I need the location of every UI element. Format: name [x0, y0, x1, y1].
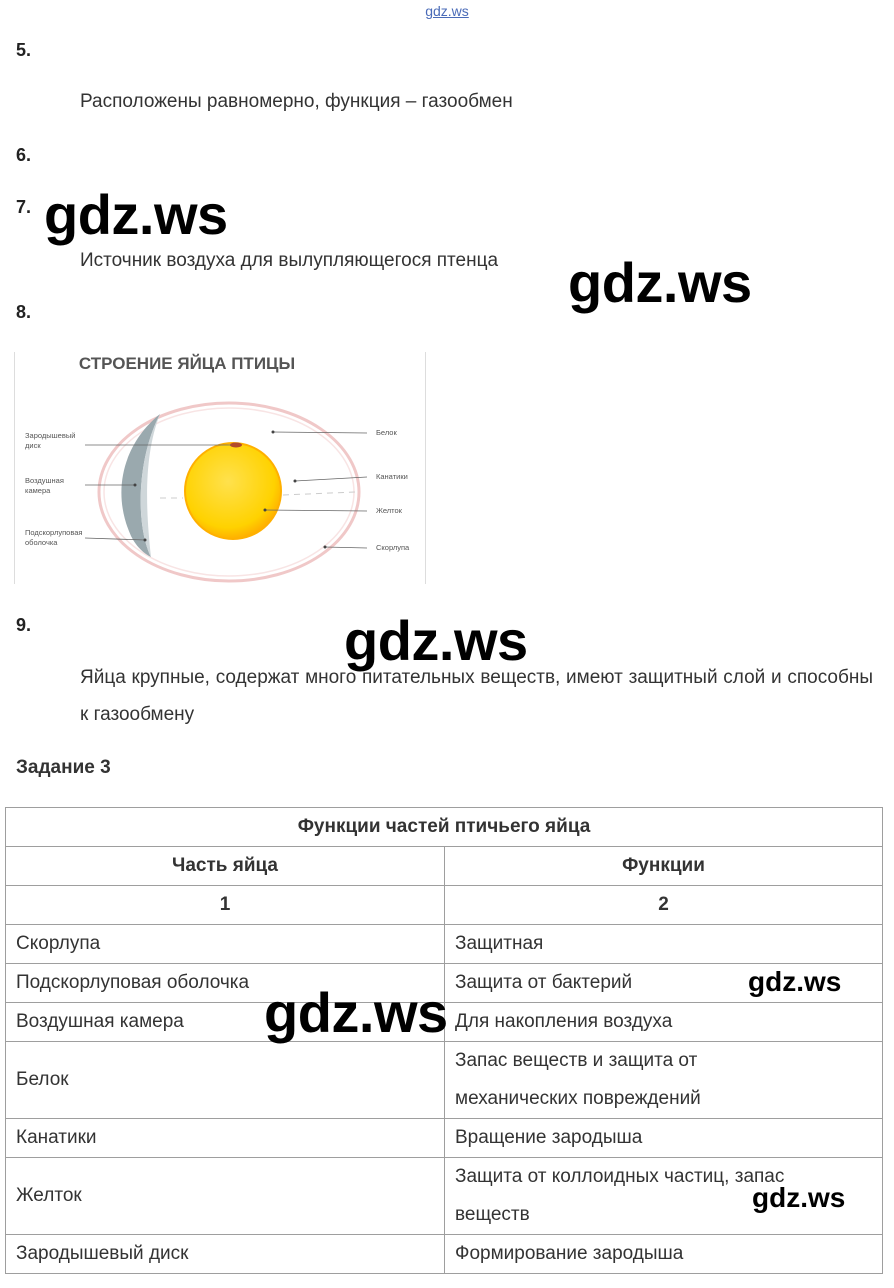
egg-structure-figure — [14, 352, 426, 584]
table-row — [6, 1235, 883, 1274]
egg-diagram — [15, 352, 425, 584]
label-air-chamber-2: камера — [25, 486, 51, 495]
watermark: gdz.ws — [264, 981, 448, 1044]
answer-text-9: Яйца крупные, содержат много питательных веществ, имеют защитный слой и способны к газообмену — [80, 667, 873, 725]
answer-number-9: 9. — [16, 615, 32, 635]
watermark: gdz.ws — [344, 609, 528, 672]
row-part: Подскорлуповая оболочка — [6, 964, 445, 1003]
row-part: Желток — [6, 1158, 445, 1235]
site-link[interactable]: gdz.ws — [425, 3, 469, 19]
answer-number-5: 5. — [16, 40, 32, 60]
row-function-line: Запас веществ и защита от — [455, 1050, 698, 1071]
germinal-disc — [230, 443, 242, 448]
label-shell: Скорлупа — [376, 543, 410, 552]
row-part: Воздушная камера — [6, 1003, 445, 1042]
label-germinal-disc-1: Зародышевый — [25, 431, 76, 440]
label-germinal-disc-2: диск — [25, 441, 41, 450]
task-title: Задание 3 — [16, 757, 111, 778]
row-function: Защита от бактерий — [445, 964, 883, 1003]
answer-number-6: 6. — [16, 145, 32, 165]
row-function-line: веществ — [455, 1204, 530, 1225]
answer-text-7: Источник воздуха для вылупляющегося птенца — [80, 250, 499, 271]
row-function: Для накопления воздуха — [445, 1003, 883, 1042]
answer-number-7: 7. — [16, 197, 32, 217]
watermark: gdz.ws — [568, 251, 752, 314]
watermark: gdz.ws — [44, 183, 228, 246]
table-row — [6, 1119, 883, 1158]
table-row — [6, 925, 883, 964]
table-row — [6, 1158, 883, 1235]
table-row — [6, 1042, 883, 1119]
label-membrane-1: Подскорлуповая — [25, 528, 83, 537]
label-yolk: Желток — [376, 506, 402, 515]
row-function-line: механических повреждений — [455, 1088, 701, 1109]
yolk — [185, 443, 281, 539]
row-function: Защитная — [445, 925, 883, 964]
header-part: Часть яйца — [6, 847, 445, 886]
row-function-line: Защита от коллоидных частиц, запас — [455, 1166, 785, 1187]
row-part: Скорлупа — [6, 925, 445, 964]
watermark: gdz.ws — [752, 1182, 846, 1213]
row-part: Белок — [6, 1042, 445, 1119]
label-air-chamber-1: Воздушная — [25, 476, 64, 485]
label-chalazae: Канатики — [376, 472, 408, 481]
answer-text-5: Расположены равномерно, функция – газообмен — [80, 91, 513, 112]
answer-number-8: 8. — [16, 302, 32, 322]
header-function: Функции — [445, 847, 883, 886]
row-part: Зародышевый диск — [6, 1235, 445, 1274]
row-function: Формирование зародыша — [445, 1235, 883, 1274]
table-caption: Функции частей птичьего яйца — [6, 808, 883, 847]
label-albumen: Белок — [376, 428, 397, 437]
figure-title: СТРОЕНИЕ ЯЙЦА ПТИЦЫ — [78, 354, 296, 373]
label-membrane-2: оболочка — [25, 538, 58, 547]
row-part: Канатики — [6, 1119, 445, 1158]
row-function: Вращение зародыша — [445, 1119, 883, 1158]
row-function — [445, 1042, 883, 1119]
index-2: 2 — [445, 886, 883, 925]
watermark: gdz.ws — [748, 966, 842, 997]
index-1: 1 — [6, 886, 445, 925]
